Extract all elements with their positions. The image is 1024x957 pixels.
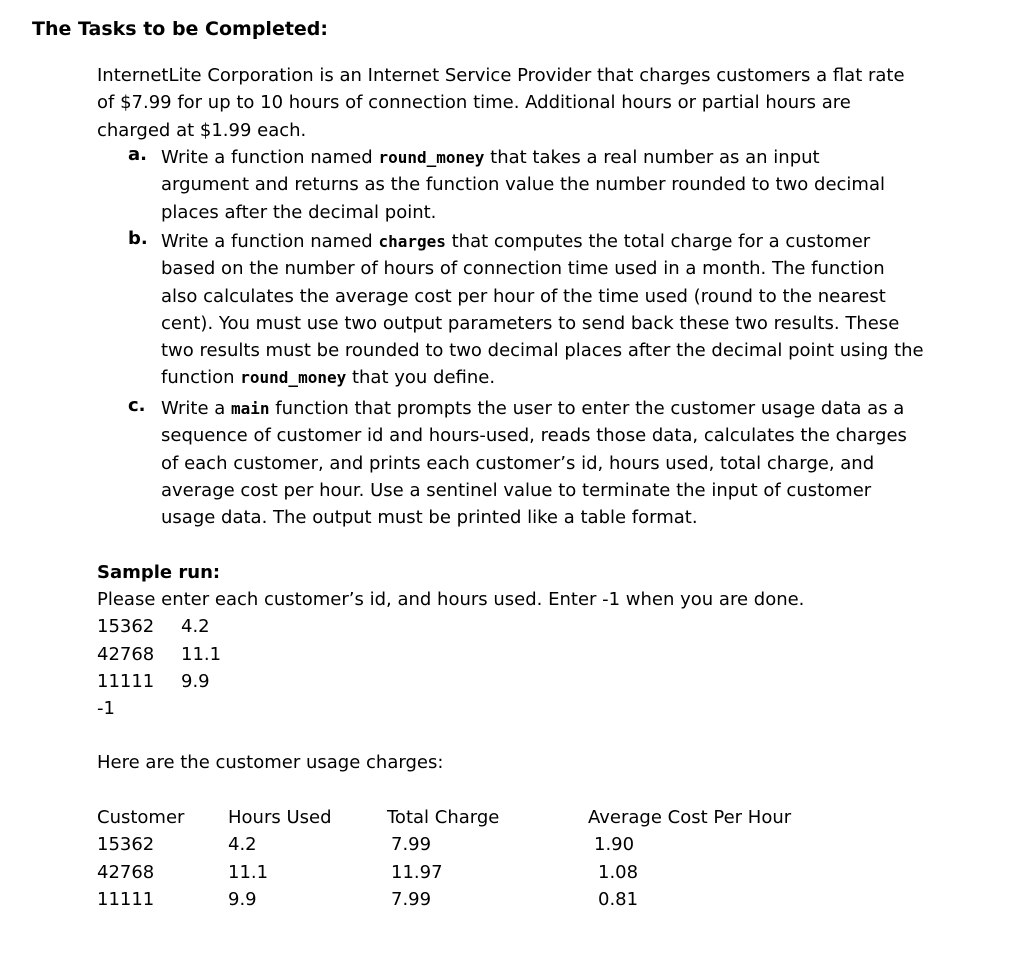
page-title: The Tasks to be Completed: bbox=[32, 18, 329, 40]
item-b-line-5: two results must be rounded to two decimal places after the decimal point using the bbox=[161, 340, 924, 362]
item-a-label: a. bbox=[128, 144, 147, 165]
sample-prompt: Please enter each customer’s id, and hours used. Enter -1 when you are done. bbox=[97, 589, 805, 610]
table-cell: 42768 bbox=[97, 862, 155, 883]
table-cell: 11111 bbox=[97, 889, 155, 910]
item-c-text bbox=[161, 395, 907, 531]
input-id: 42768 bbox=[97, 644, 155, 665]
sample-run-heading: Sample run: bbox=[97, 562, 221, 583]
item-b-line-3: also calculates the average cost per hour of the time used (round to the nearest bbox=[161, 285, 886, 307]
item-a-line-2: argument and returns as the function value the number rounded to two decimal bbox=[161, 174, 885, 196]
item-a-line-3: places after the decimal point. bbox=[161, 201, 437, 223]
table-cell: 7.99 bbox=[391, 834, 432, 855]
item-b-line-2: based on the number of hours of connection time used in a month. The function bbox=[161, 258, 885, 280]
table-header-cell: Customer bbox=[97, 807, 185, 828]
input-hours: 11.1 bbox=[181, 644, 222, 665]
code-round-money: round_money bbox=[378, 148, 485, 167]
table-cell: 11.97 bbox=[391, 862, 443, 883]
item-b-line-6: function round_money that you define. bbox=[161, 367, 496, 389]
table-cell: 9.9 bbox=[228, 889, 257, 910]
item-c-label: c. bbox=[128, 395, 146, 416]
code-round-money: round_money bbox=[240, 368, 347, 388]
table-header-cell: Total Charge bbox=[387, 807, 500, 828]
table-cell: 4.2 bbox=[228, 834, 257, 855]
table-cell: 7.99 bbox=[391, 889, 432, 910]
table-cell: 1.90 bbox=[594, 834, 635, 855]
table-header-cell: Average Cost Per Hour bbox=[588, 807, 792, 828]
item-a-text bbox=[161, 144, 885, 226]
table-cell: 11.1 bbox=[228, 862, 269, 883]
code-main: main bbox=[231, 399, 270, 418]
input-id: 15362 bbox=[97, 616, 155, 637]
intro-paragraph bbox=[97, 62, 905, 144]
item-b-label: b. bbox=[128, 228, 148, 249]
item-c-line-5: usage data. The output must be printed like a table format. bbox=[161, 507, 698, 529]
input-id: 11111 bbox=[97, 671, 155, 692]
item-b-text bbox=[161, 228, 924, 392]
charges-heading: Here are the customer usage charges: bbox=[97, 752, 444, 773]
sentinel-value: -1 bbox=[97, 698, 115, 719]
item-b-line-4: cent). You must use two output parameters to send back these two results. These bbox=[161, 312, 900, 334]
intro-line: InternetLite Corporation is an Internet Service Provider that charges customers a flat rate bbox=[97, 65, 905, 86]
table-header-cell: Hours Used bbox=[228, 807, 332, 828]
item-c-line-2: sequence of customer id and hours-used, reads those data, calculates the charges bbox=[161, 425, 907, 447]
item-c-line-3: of each customer, and prints each customer’s id, hours used, total charge, and bbox=[161, 452, 875, 474]
item-a-line-1: Write a function named round_money that takes a real number as an input bbox=[161, 147, 820, 168]
code-charges: charges bbox=[378, 232, 446, 251]
item-c-line-1: Write a main function that prompts the user to enter the customer usage data as a bbox=[161, 398, 905, 419]
intro-line: charged at $1.99 each. bbox=[97, 119, 307, 141]
table-cell: 15362 bbox=[97, 834, 155, 855]
table-cell: 1.08 bbox=[598, 862, 639, 883]
intro-line: of $7.99 for up to 10 hours of connection time. Additional hours or partial hours are bbox=[97, 92, 851, 114]
input-hours: 4.2 bbox=[181, 616, 210, 637]
item-b-line-1: Write a function named charges that computes the total charge for a customer bbox=[161, 231, 871, 252]
table-cell: 0.81 bbox=[598, 889, 639, 910]
item-c-line-4: average cost per hour. Use a sentinel value to terminate the input of customer bbox=[161, 479, 872, 501]
input-hours: 9.9 bbox=[181, 671, 210, 692]
